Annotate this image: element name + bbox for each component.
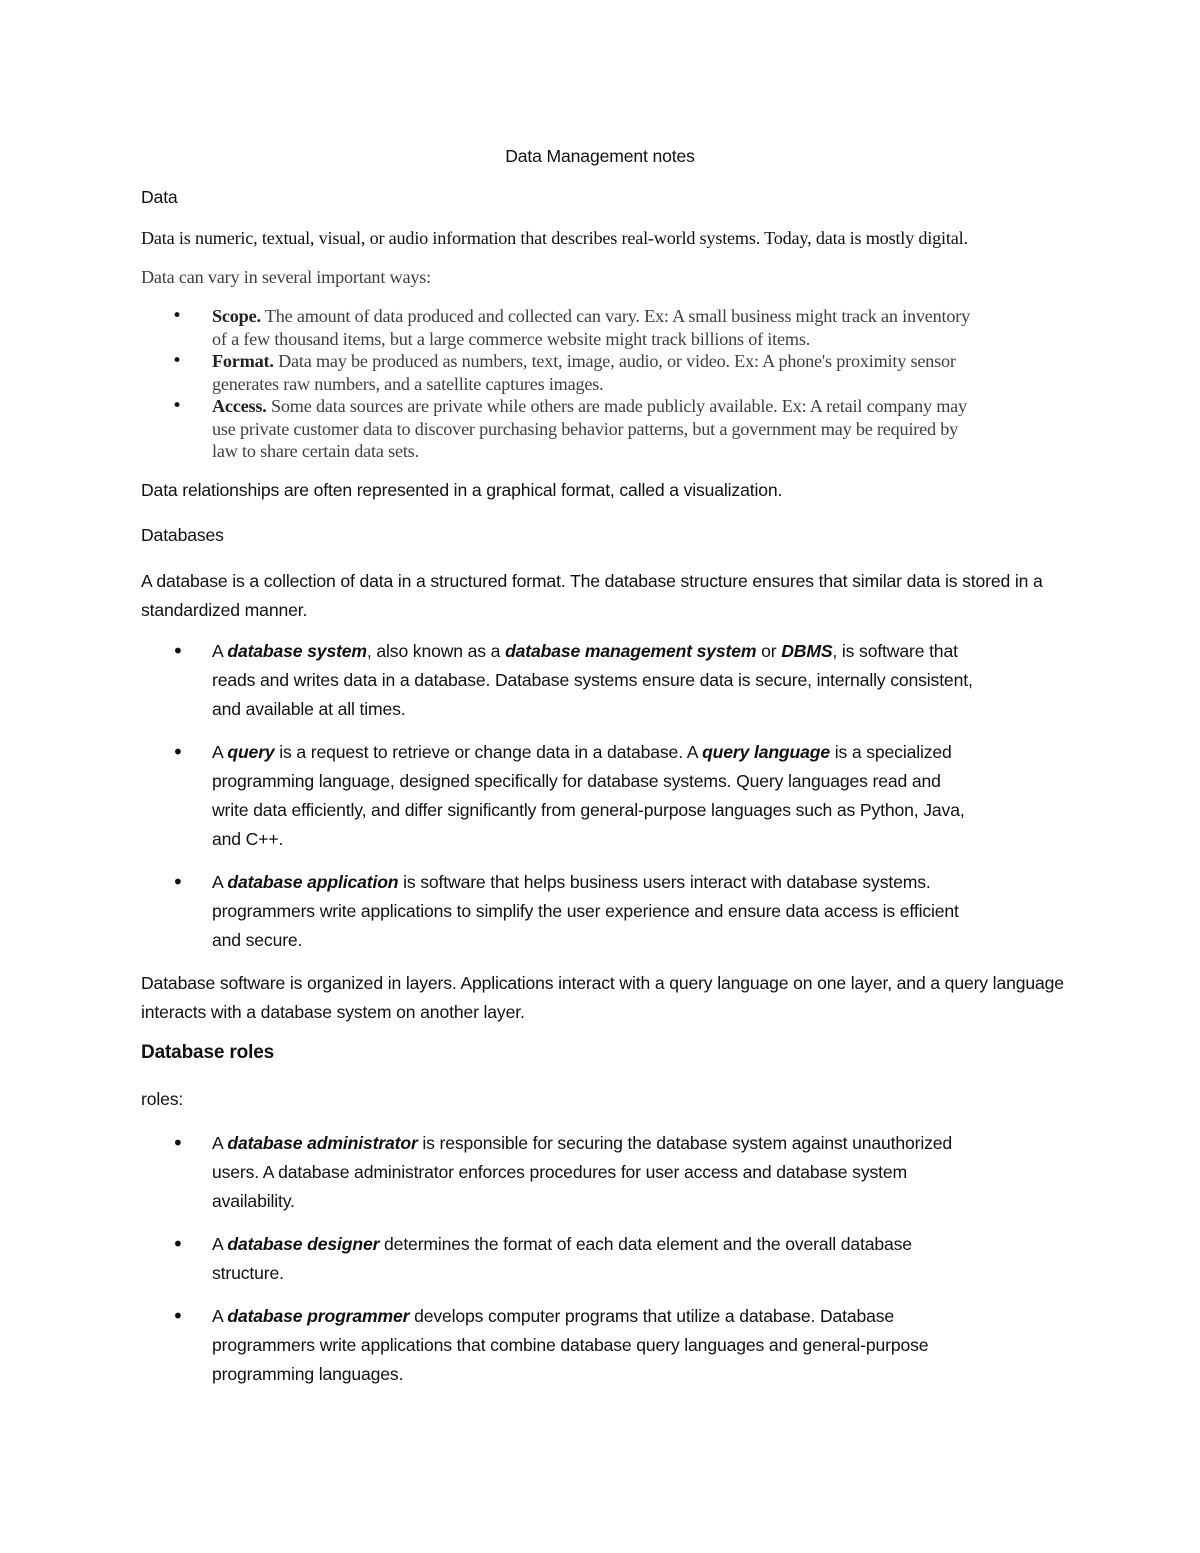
list-item <box>0 350 1100 395</box>
term-database-administrator: database administrator <box>227 1133 418 1153</box>
roles-intro: roles: <box>141 1089 184 1109</box>
data-visualization-note: Data relationships are often represented in a graphical format, called a visualization. <box>141 480 783 500</box>
list-item-text: develops computer programs that utilize a database. Database programmers write applications that combine database query languages and general-purpose programming languages. <box>212 1306 929 1384</box>
list-item-text: is a specialized programming language, designed specifically for database systems. Query languages read and write data efficiently, and differ significantly from general-purpose languages such as Python, Java, and C++. <box>212 742 965 849</box>
section-heading-databases: Databases <box>141 525 224 545</box>
term-database-system: database system <box>227 641 367 661</box>
data-definition: Data is numeric, textual, visual, or audio information that describes real-world systems. Today, data is mostly digital. <box>141 228 968 248</box>
list-item <box>0 637 1100 724</box>
list-item-text: is responsible for securing the database system against unauthorized users. A database administrator enforces procedures for user access and database system availability. <box>212 1133 953 1211</box>
database-layers-note: Database software is organized in layers. Applications interact with a query language on one layer, and a query language interacts with a database system on another layer. <box>141 973 1064 1022</box>
list-item-text: A <box>212 1234 228 1254</box>
list-item-text: is a request to retrieve or change data in a database. A <box>274 742 703 762</box>
term-database-designer: database designer <box>227 1234 380 1254</box>
list-item-text: Data may be produced as numbers, text, image, audio, or video. Ex: A phone's proximity sensor generates raw numbers, and a satellite captures images. <box>212 351 956 394</box>
databases-definition: A database is a collection of data in a structured format. The database structure ensures that similar data is stored in a standardized manner. <box>141 571 1043 620</box>
term-query: query <box>227 742 275 762</box>
list-item-text: Some data sources are private while others are made publicly available. Ex: A retail company may use private customer data to discover purchasing behavior patterns, but a government may be required by law to share certain data sets. <box>212 396 967 461</box>
list-item-text: A <box>212 1133 228 1153</box>
list-item-text: , is software that reads and writes data in a database. Database systems ensure data is secure, internally consistent, and available at all times. <box>212 641 973 719</box>
list-item-text: A <box>212 872 228 892</box>
list-item-term: Format. <box>212 351 274 371</box>
section-heading-data: Data <box>141 187 178 207</box>
list-item <box>0 868 1100 955</box>
list-item-text: , also known as a <box>366 641 506 661</box>
list-item-term: Access. <box>212 396 267 416</box>
term-database-programmer: database programmer <box>227 1306 410 1326</box>
list-item <box>0 1230 1100 1288</box>
term-query-language: query language <box>702 742 830 762</box>
list-item-text: or <box>756 641 782 661</box>
list-item <box>0 738 1100 854</box>
list-item-text: is software that helps business users interact with database systems. programmers write applications to simplify the user experience and ensure data access is efficient and secure. <box>212 872 959 950</box>
roles-list <box>0 1129 1100 1389</box>
list-item-text: The amount of data produced and collected can vary. Ex: A small business might track an inventory of a few thousand items, but a large commerce website might track billions of items. <box>212 306 971 349</box>
list-item-text: determines the format of each data element and the overall database structure. <box>212 1234 912 1283</box>
list-item-text: A <box>212 742 228 762</box>
list-item-text: A <box>212 1306 228 1326</box>
term-dbms: DBMS <box>781 641 833 661</box>
term-database-application: database application <box>227 872 399 892</box>
list-item <box>0 1129 1100 1216</box>
document-title: Data Management notes <box>505 146 695 166</box>
data-vary-list <box>0 305 1100 463</box>
term-dbms-full: database management system <box>505 641 757 661</box>
list-item-text: A <box>212 641 228 661</box>
section-heading-roles: Database roles <box>141 1042 275 1063</box>
databases-list <box>0 637 1100 955</box>
list-item-term: Scope. <box>212 306 261 326</box>
list-item <box>0 395 1100 463</box>
list-item <box>0 305 1100 350</box>
data-vary-intro: Data can vary in several important ways: <box>141 267 431 287</box>
list-item <box>0 1302 1100 1389</box>
